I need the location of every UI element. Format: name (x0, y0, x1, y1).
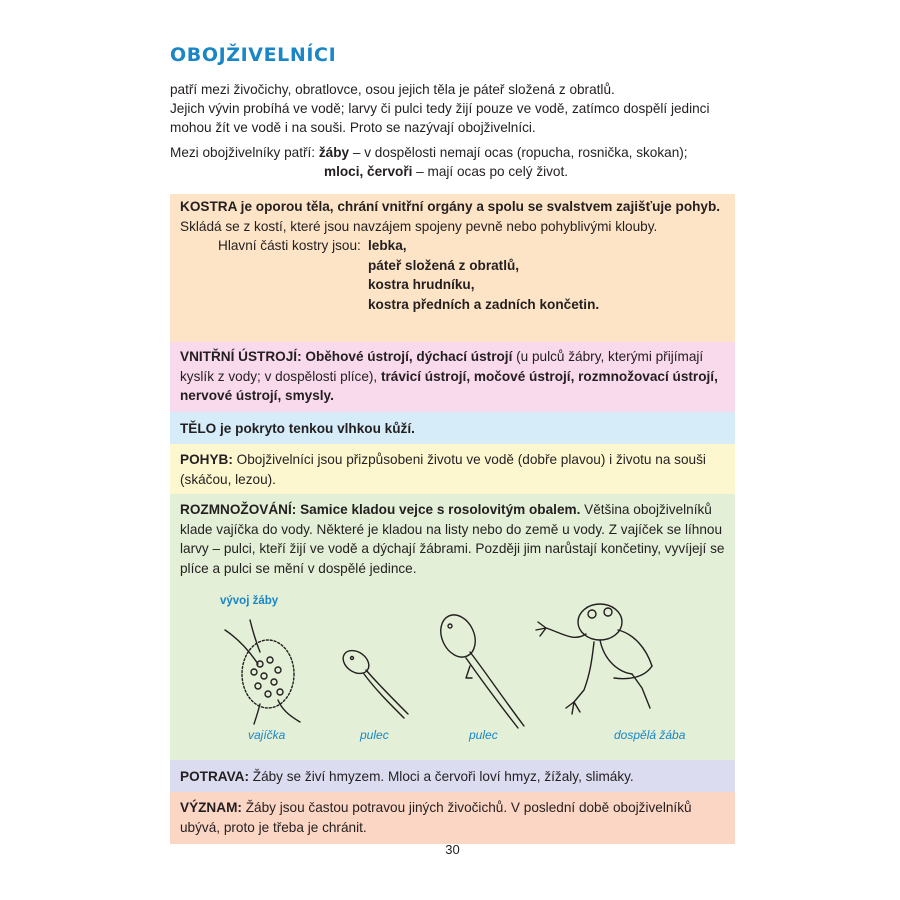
intro-line-2: Jejich vývin probíhá ve vodě; larvy či pulci tedy žijí pouze ve vodě, zatímco dospělí jedinci mohou žít ve vodě i na souši. Proto se nazývají obojživelníci. (170, 101, 710, 135)
adult-frog-illustration (534, 590, 664, 720)
figure-title: vývoj žáby (220, 595, 279, 607)
section-telo (170, 412, 735, 444)
frogs-term: žáby (318, 145, 350, 160)
kostra-part: páteř složená z obratlů, (368, 257, 520, 273)
pohyb-label: POHYB: (180, 452, 233, 467)
tadpole-illustration-1 (338, 640, 414, 720)
ustroji-bold-1: Oběhové ústrojí, dýchací ústrojí (301, 349, 513, 364)
kostra-part: lebka, (368, 238, 407, 253)
kostra-parts (180, 236, 725, 314)
section-ustroji (170, 342, 735, 412)
ustroji-bold-2: trávicí ústrojí, močové ústrojí, rozmnožovací ústrojí, nervové ústrojí, smysly. (180, 368, 718, 403)
section-potrava (170, 760, 735, 792)
caption-tadpole-2: pulec (469, 728, 498, 742)
rozmnozovani-label: ROZMNOŽOVÁNÍ: (180, 502, 297, 517)
caption-eggs: vajíčka (248, 728, 286, 742)
frogs-text: – v dospělosti nemají ocas (ropucha, rosnička, skokan); (349, 145, 688, 160)
page-title: OBOJŽIVELNÍCI (170, 44, 337, 66)
kostra-parts-label: Hlavní části kostry jsou: (218, 238, 361, 253)
intro-groups-frogs (170, 143, 735, 162)
newts-term: mloci, červoři (324, 164, 413, 179)
potrava-text (180, 767, 725, 787)
rozmnozovani-lead: Samice kladou vejce s rosolovitým obalem. (296, 502, 581, 517)
frog-eggs-illustration (220, 612, 310, 728)
kostra-text (180, 197, 725, 236)
telo-text: TĚLO je pokryto tenkou vlhkou kůží. (180, 421, 415, 436)
kostra-part: kostra hrudníku, (368, 277, 475, 292)
intro (170, 80, 735, 181)
potrava-body: Žáby se živí hmyzem. Mloci a červoři loví hmyz, žížaly, slimáky. (248, 769, 634, 784)
vyznam-text (180, 798, 725, 837)
tadpole-illustration-2 (436, 608, 532, 730)
section-vyznam (170, 792, 735, 844)
ustroji-text (180, 347, 725, 406)
potrava-label: POTRAVA: (180, 769, 249, 784)
caption-tadpole-1: pulec (360, 728, 389, 742)
ustroji-text-1: (u pulců žábry, kterými přijímají kyslík z vody; v dospělosti plíce), (180, 349, 704, 384)
pohyb-text (180, 450, 725, 489)
intro-line-1: patří mezi živočichy, obratlovce, osou jejich těla je páteř složená z obratlů. (170, 82, 615, 97)
section-pohyb (170, 444, 735, 494)
ustroji-label: VNITŘNÍ ÚSTROJÍ: (180, 349, 302, 364)
kostra-body: Skládá se z kostí, které jsou navzájem spojeny pevně nebo pohyblivými klouby. (180, 218, 658, 234)
kostra-part: kostra předních a zadních končetin. (368, 296, 600, 312)
newts-text: – mají ocas po celý život. (412, 164, 569, 179)
rozmnozovani-text (180, 500, 725, 578)
vyznam-body: Žáby jsou častou potravou jiných živočichů. V poslední době obojživelníků ubývá, proto je třeba je chránit. (180, 800, 692, 835)
vyznam-label: VÝZNAM: (180, 800, 242, 815)
section-kostra (170, 194, 735, 342)
pohyb-body: Obojživelníci jsou přizpůsobeni životu ve vodě (dobře plavou) i životu na souši (skáčou, lezou). (180, 452, 706, 487)
page-number: 30 (445, 842, 460, 857)
caption-adult-frog: dospělá žába (614, 728, 686, 742)
groups-prefix: Mezi obojživelníky patří: (170, 145, 319, 160)
intro-groups-newts (170, 162, 735, 181)
rozmnozovani-body: Většina obojživelníků klade vajíčka do vody. Některé je kladou na listy nebo do země u vody. Z vajíček se líhnou larvy – pulci, kteří žijí ve vodě a dýchají žábrami. Později jim narůstají končetiny, vyvíjejí se plíce a pulci se mění v dospělé jedince. (180, 502, 725, 576)
kostra-lead: KOSTRA je oporou těla, chrání vnitřní orgány a spolu se svalstvem zajišťuje pohyb. (180, 199, 721, 214)
